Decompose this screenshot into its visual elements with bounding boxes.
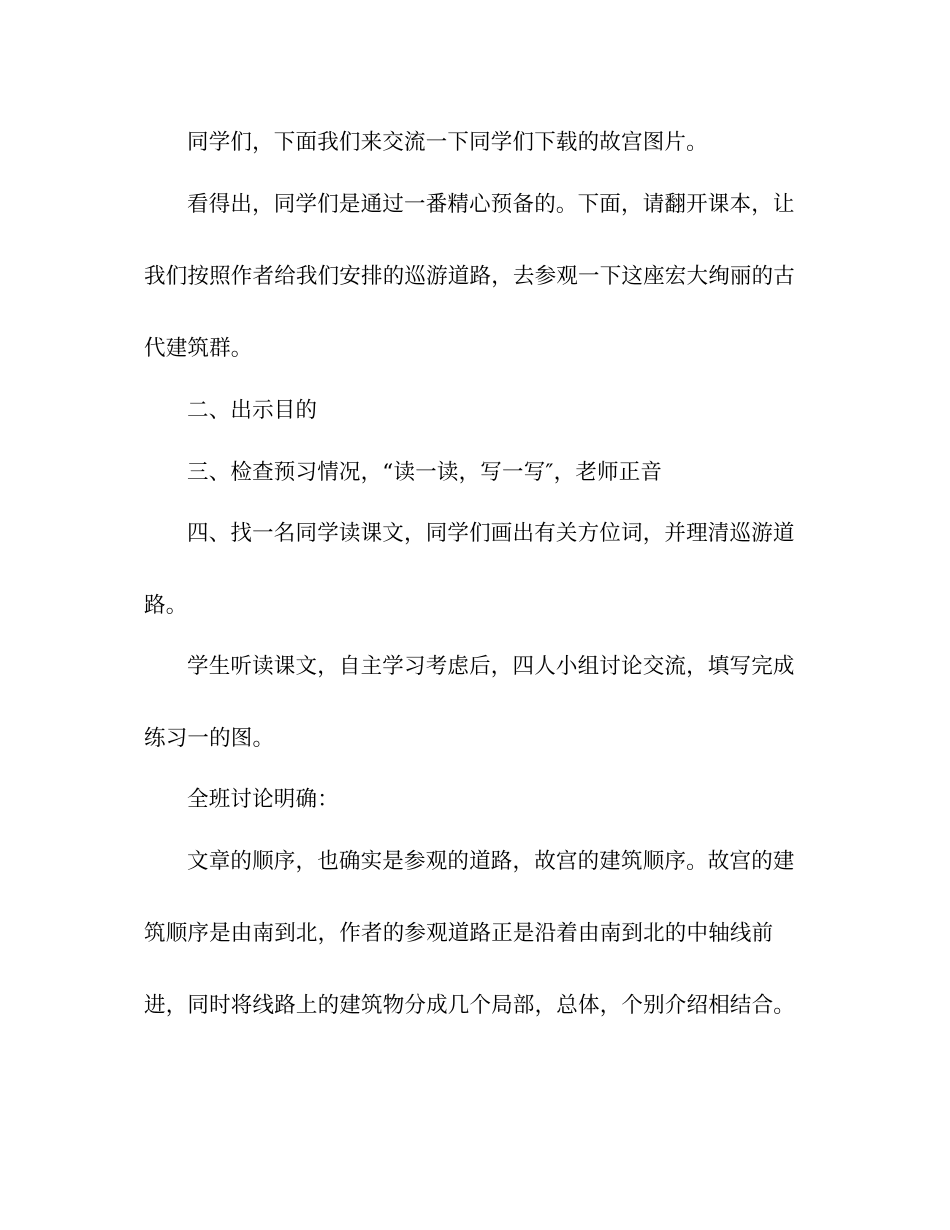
paragraph-line: 四、找一名同学读课文，同学们画出有关方位词，并理清巡游道 (187, 521, 795, 546)
paragraph-line: 路。 (144, 593, 188, 618)
paragraph-line: 进，同时将线路上的建筑物分成几个局部，总体，个别介绍相结合。 (144, 993, 796, 1018)
paragraph-line: 二、出示目的 (187, 398, 318, 423)
paragraph-line: 三、检查预习情况，“读一读，写一写″，老师正音 (187, 460, 663, 485)
paragraph-line: 全班讨论明确： (187, 787, 339, 812)
paragraph-line: 学生听读课文，自主学习考虑后，四人小组讨论交流，填写完成 (187, 654, 795, 679)
paragraph-line: 筑顺序是由南到北，作者的参观道路正是沿着由南到北的中轴线前 (144, 921, 774, 946)
paragraph-line: 同学们，下面我们来交流一下同学们下载的故宫图片。 (187, 130, 708, 155)
paragraph-line: 我们按照作者给我们安排的巡游道路，去参观一下这座宏大绚丽的古 (144, 264, 796, 289)
paragraph-line: 文章的顺序，也确实是参观的道路，故宫的建筑顺序。故宫的建 (187, 849, 795, 874)
paragraph-line: 看得出，同学们是通过一番精心预备的。下面，请翻开课本，让 (187, 192, 795, 217)
paragraph-line: 代建筑群。 (144, 336, 253, 361)
paragraph-line: 练习一的图。 (144, 726, 275, 751)
